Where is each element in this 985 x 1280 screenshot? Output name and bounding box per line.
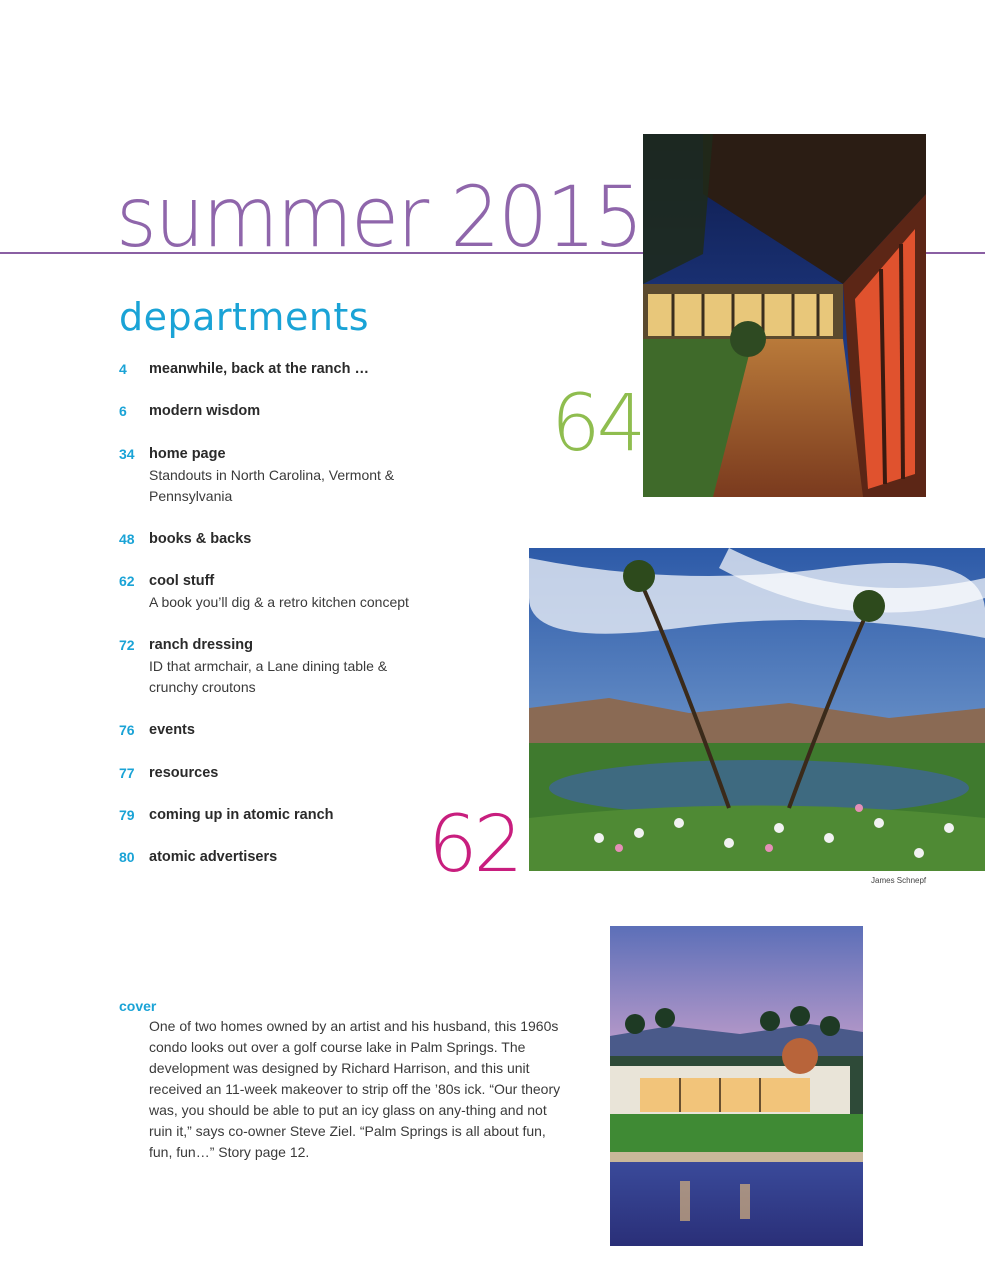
toc-description: ID that armchair, a Lane dining table & crunchy croutons — [149, 658, 388, 695]
issue-title: summer 2015 — [116, 168, 642, 266]
toc-page-number: 34 — [119, 446, 135, 462]
golf-course-photo[interactable] — [529, 548, 985, 871]
toc-title: resources — [149, 765, 219, 781]
toc-page-number: 62 — [119, 573, 135, 589]
cover-description: One of two homes owned by an artist and his husband, this 1960s condo looks out over a golf course lake in Palm Springs. The development was designed by Richard Harrison, and this unit received an 11-week makeover to strip off the ’80s ick. “Our theory was, you should be able to put an icy glass on any-thing and not ruin it,” says co-owner Steve Ziel. “Palm Springs is all about fun, fun, fun…” Story page 12. — [149, 1018, 561, 1160]
toc-page-number: 6 — [119, 403, 127, 419]
page-callout-64: 64 — [551, 379, 643, 469]
toc-title: ranch dressing — [149, 637, 253, 653]
photo-credit: James Schnepf — [871, 876, 927, 885]
toc-title: books & backs — [149, 531, 252, 547]
toc-page-number: 79 — [119, 807, 135, 823]
departments-heading: departments — [119, 295, 370, 339]
toc-title: coming up in atomic ranch — [149, 807, 334, 823]
cover-condo-photo[interactable] — [610, 926, 863, 1246]
toc-title: atomic advertisers — [149, 849, 278, 865]
toc-title: cool stuff — [149, 573, 215, 589]
page-callout-62: 62 — [428, 800, 520, 890]
toc-title: events — [149, 722, 195, 738]
toc-page-number: 72 — [119, 637, 135, 653]
toc-description: Standouts in North Carolina, Vermont & Pennsylvania — [149, 467, 395, 504]
cover-label: cover — [119, 998, 157, 1014]
toc-page-number: 77 — [119, 765, 135, 781]
toc-description: A book you’ll dig & a retro kitchen concept — [149, 594, 409, 610]
toc-title: meanwhile, back at the ranch … — [149, 361, 369, 377]
toc-page-number: 80 — [119, 849, 135, 865]
toc-page-number: 76 — [119, 722, 135, 738]
toc-title: modern wisdom — [149, 403, 261, 419]
house-patio-photo[interactable] — [643, 134, 926, 497]
toc-title: home page — [149, 446, 226, 462]
toc-page-number: 4 — [119, 361, 127, 377]
toc-page-number: 48 — [119, 531, 135, 547]
